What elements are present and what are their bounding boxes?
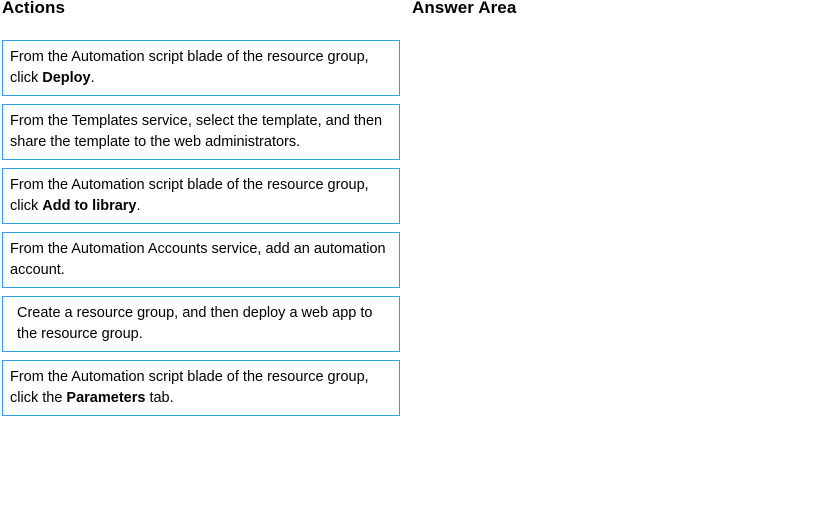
action-text: From the Automation Accounts service, add an automation account. xyxy=(10,241,386,278)
action-text: From the Automation script blade of the resource group, click the xyxy=(10,369,369,406)
action-card[interactable] xyxy=(2,168,400,224)
action-keyword: Deploy xyxy=(42,70,91,86)
action-text: From the Templates service, select the template, and then share the template to the web administrators. xyxy=(10,113,383,150)
action-card[interactable] xyxy=(2,296,400,352)
action-keyword: Parameters xyxy=(66,390,146,406)
action-text: Create a resource group, and then deploy a web app to the resource group. xyxy=(17,305,373,342)
action-text: . xyxy=(90,70,95,86)
answer-area-heading: Answer Area xyxy=(412,0,517,17)
action-text: . xyxy=(136,198,141,214)
action-text: From the Automation script blade of the resource group, click xyxy=(10,49,369,86)
action-keyword: Add to library xyxy=(42,198,137,214)
action-card[interactable] xyxy=(2,104,400,160)
actions-list xyxy=(2,40,400,424)
action-text: From the Automation script blade of the resource group, click xyxy=(10,177,369,214)
action-card[interactable] xyxy=(2,360,400,416)
action-card[interactable] xyxy=(2,232,400,288)
action-text: tab. xyxy=(145,390,174,406)
actions-column-heading: Actions xyxy=(2,0,66,17)
action-card[interactable] xyxy=(2,40,400,96)
answer-area-dropzone[interactable] xyxy=(412,40,802,500)
